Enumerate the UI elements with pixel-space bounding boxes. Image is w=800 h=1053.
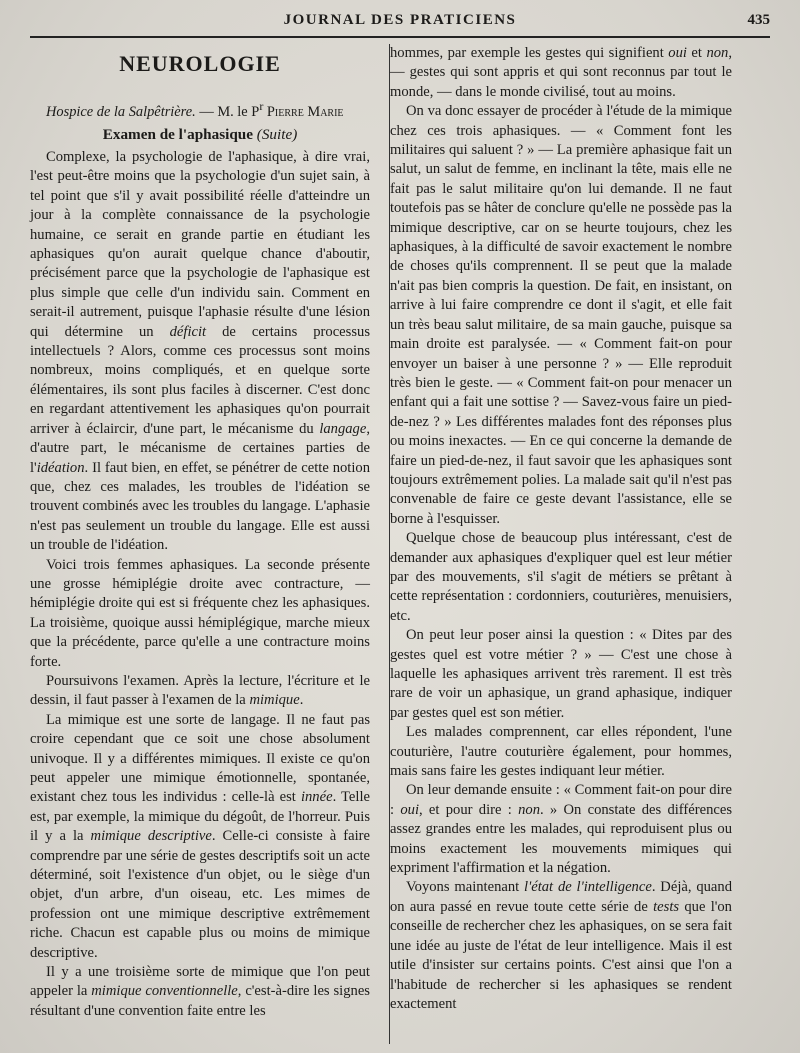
italic-run: langage — [319, 420, 367, 437]
text-run: , — gestes qui sont appris et qui sont reconnus par tout le monde, — dans le monde civilisé, tout au moins. — [390, 45, 732, 100]
italic-run: innée — [300, 789, 333, 806]
article-subtitle — [30, 125, 370, 144]
left-paragraph-4 — [30, 711, 370, 963]
text-run: Voyons maintenant — [406, 879, 525, 896]
italic-run: mimique descriptive — [90, 828, 212, 845]
text-run: . Celle-ci consiste à faire comprendre par une série de gestes descriptifs soit un acte déterminé, soit l'existence d'un objet, ou le siège d'un objet, d'un arbre, d'un oiseau, etc. Les mimes de profession ont une mimique descriptive extrêmement riche. Chacun est capable plus ou moins de mimique descriptive. — [30, 828, 371, 961]
text-run: que l'on conseille de rechercher chez les aphasiques, on se sera fait une idée au juste de l'état de leur intelligence. Mais il est utile d'insister sur certains points. C'est ainsi que l'on a l'habitude de rechercher si les aphasiques se rendent exactement — [390, 898, 732, 1012]
text-run: hommes, par exemple les gestes qui signifient — [390, 45, 669, 61]
italic-run: mimique conventionnelle — [91, 983, 238, 1000]
italic-run: non — [518, 801, 540, 818]
italic-run: non — [706, 45, 729, 61]
right-paragraph-5: Les malades comprennent, car elles répondent, l'une couturière, l'autre couturière également, pour hommes, mais sans faire les gestes indiquant leur métier. — [390, 724, 732, 780]
left-paragraph-2: Voici trois femmes aphasiques. La seconde présente une grosse hémiplégie droite avec contracture, — hémiplégie droite qui est si fréquente chez les aphasiques. La troisième, quoique aussi hémiplégique, marche mieux que la précédente, parce qu'elle a une contracture moins forte. — [30, 556, 370, 670]
text-run: Poursuivons l'examen. Après la lecture, l'écriture et le dessin, il faut passer à l'examen de la — [30, 672, 370, 709]
text-run: . Déjà, quand on aura passé en revue toute cette série de — [390, 879, 732, 915]
text-run: . Il faut bien, en effet, se pénétrer de cette notion que, chez ces malades, les troubles de l'idéation se trouvent combinés avec les troubles du langage. L'aphasie n'est pas seulement un trouble du langage. Elle est aussi un trouble de l'idéation. — [30, 459, 370, 554]
text-run: . » On constate des différences assez grandes entre les malades, qui reproduisent plus ou moins exactement les mouvements mimiques qui expriment l'affirmation et la négation. — [390, 801, 732, 877]
page-number: 435 — [747, 12, 770, 28]
subtitle-note: (Suite) — [256, 125, 298, 143]
text-run: . Telle est, par exemple, la mimique du dégoût, de l'horreur. Puis il y a la — [30, 789, 371, 845]
italic-run: oui — [400, 801, 419, 818]
right-paragraph-2: On va donc essayer de procéder à l'étude de la mimique chez ces trois aphasiques. — « Comment font les militaires qui saluent ? » — La première aphasique fait un salut, un salut de femme, en inclinant la tête, mais elle ne fait pas le salut militaire qu'on lui demande. Il ne faut toutefois pas se hâter de conclure qu'elle ne possède pas la mimique descriptive, car on se heurte toujours, chez les aphasiques, à la difficulté de savoir exactement le nombre de choses qu'ils comprennent. Il se peut que la malade n'ait pas bien compris la question. De fait, en insistant, on arrive à lui faire comprendre ce dont il s'agit, et elle fait un très beau salut militaire, de sa main gauche, puisque sa main droite est paralysée. — « Comment fait-on pour envoyer un baiser à une personne ? » — Elle reproduit très bien le geste. — « Comment fait-on pour menacer un enfant qui a fait une sottise ? — Savez-vous faire un pied-de-nez ? » Les différentes malades font des réponses plus ou moins inexactes. — En ce qui concerne la demande de faire un pied-de-nez, il faut savoir que les aphasiques sont toujours extrêmement polies. La malade sait qu'il n'est pas convenable de faire ce geste devant l'assistance, elle se borne à l'esquisser. — [390, 103, 732, 527]
text-run: La mimique est une sorte de langage. Il ne faut pas croire cependant que ce soit une chose absolument univoque. Il y a différentes mimiques. Il existe ce qu'on peut appeler une mimique émotionnelle, spontanée, existant chez tous les individus : celle-là est — [30, 711, 370, 806]
header-rule — [30, 36, 770, 38]
italic-run: mimique — [249, 692, 300, 709]
italic-run: oui — [668, 45, 687, 61]
byline-sep: — M. le P — [195, 104, 260, 121]
byline-name: Pierre Marie — [263, 104, 344, 121]
text-run: et — [686, 45, 707, 61]
text-run: , c'est-à-dire les signes résultant d'une convention faite entre les — [30, 983, 370, 1019]
text-run: Complexe, la psychologie de l'aphasique, à dire vrai, l'est peut-être moins que la psychologie d'un sujet sain, à tel point que s'il y avait possibilité réelle d'atteindre un jour à la complète connaissance de la psychologie humaine, ce serait en grande partie en étudiant les aphasiques qu'on aurait quelque chance d'aboutir, précisément parce que la psychologie de l'aphasique est plus simple que celle d'un individu sain. Comment en serait-il autrement, puisque l'aphasie résulte d'une lésion qui détermine un — [30, 149, 370, 340]
left-paragraph-5 — [30, 963, 370, 1021]
byline-place: Hospice de la Salpêtrière. — [46, 104, 196, 121]
left-paragraph-1 — [30, 148, 370, 556]
byline — [30, 97, 370, 122]
section-title: NEUROLOGIE — [119, 51, 281, 76]
page-header — [30, 10, 770, 36]
left-column — [30, 44, 370, 1021]
italic-run: idéation — [36, 459, 85, 476]
subtitle-main: Examen de l'aphasique — [102, 125, 257, 143]
right-column — [390, 44, 732, 1014]
byline-sup: r — [259, 99, 264, 114]
text-run: . — [299, 692, 304, 709]
text-run: On leur demande ensuite : « Comment fait-on pour dire : — [390, 782, 732, 818]
journal-title: JOURNAL DES PRATICIENS — [283, 12, 517, 28]
right-paragraph-1 — [390, 44, 732, 102]
right-paragraph-6 — [390, 781, 732, 878]
text-run: de certains processus intellectuels ? Alors, comme ces processus sont moins nombreux, moins compliqués, et en quelque sorte élémentaires, ils sont plus faciles à discerner. C'est donc en regardant attentivement les aphasiques qu'on pourrait arriver à éclaircir, d'une part, le mécanisme du — [30, 323, 370, 437]
right-paragraph-4: On peut leur poser ainsi la question : « Dites par des gestes quel est votre métier ? » — C'est une chose à laquelle les aphasiques arrivent très rarement. Il est très rare de voir un aphasique, un grand aphasique, indiquer par gestes quel est son métier. — [390, 627, 732, 721]
text-run: Il y a une troisième sorte de mimique que l'on peut appeler la — [30, 964, 370, 1000]
left-paragraph-3 — [30, 672, 370, 711]
right-paragraph-3: Quelque chose de beaucoup plus intéressant, c'est de demander aux aphasiques d'expliquer quel est leur métier par des mouvements, s'il s'agit de métiers se prêtant à cette représentation : cordonniers, couturières, menuisiers, etc. — [390, 530, 732, 624]
italic-run: l'état de l'intelligence — [524, 879, 652, 896]
italic-run: tests — [653, 898, 680, 915]
text-run: , d'autre part, le mécanisme de certaines parties de l' — [30, 420, 370, 476]
text-run: , et pour dire : — [419, 801, 519, 818]
italic-run: déficit — [169, 323, 207, 340]
right-paragraph-7 — [390, 878, 732, 1014]
